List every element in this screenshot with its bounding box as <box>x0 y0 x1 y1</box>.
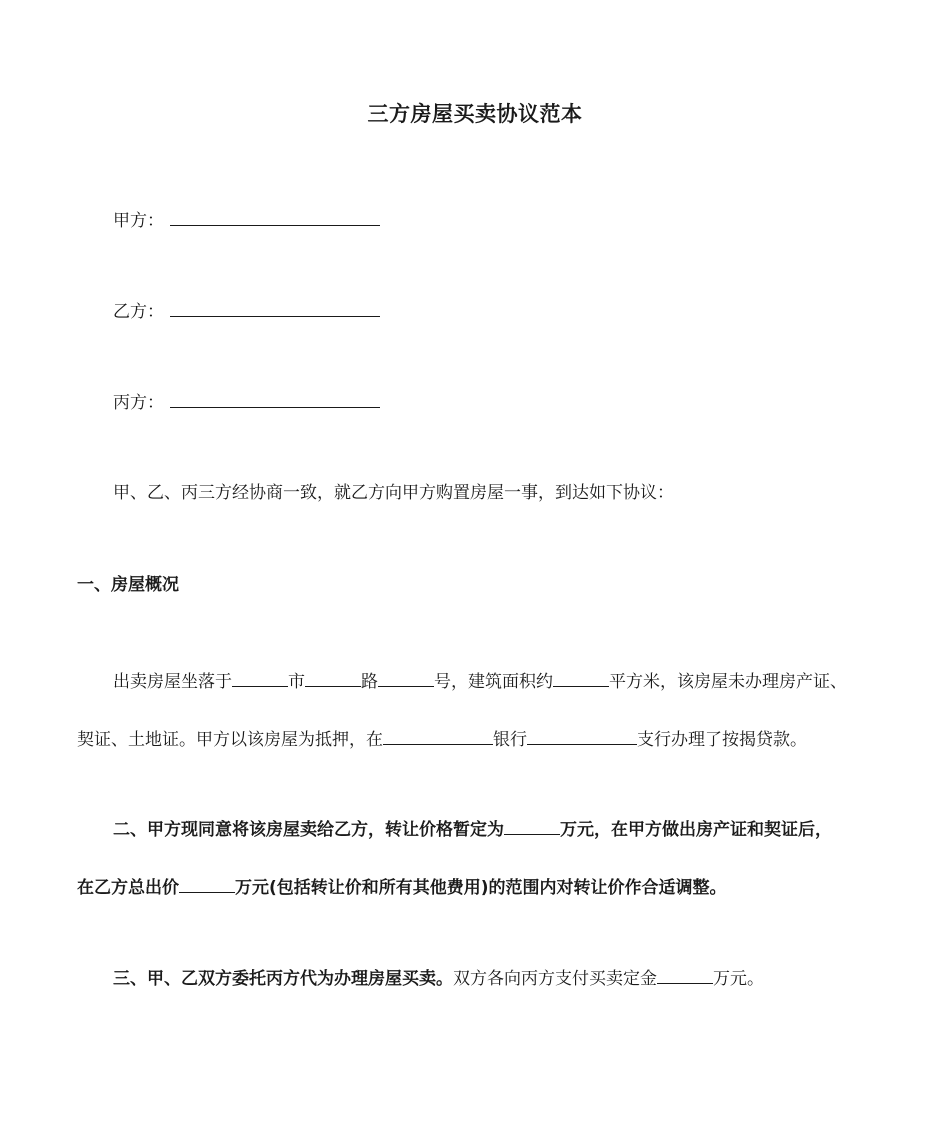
bank-blank <box>383 727 493 745</box>
section1-heading: 一、房屋概况 <box>77 575 179 595</box>
text-segment: 平方米，该房屋未办理房产证、 <box>609 672 847 692</box>
deposit-blank <box>657 966 713 984</box>
text-segment: 在乙方总出价 <box>77 878 179 898</box>
party-a-label: 甲方： <box>113 211 164 231</box>
text-segment: 万元，在甲方做出房产证和契证后， <box>560 820 832 840</box>
text-segment: 出卖房屋坐落于 <box>113 672 232 692</box>
text-segment: 支行办理了按揭贷款。 <box>637 730 807 750</box>
party-c-line <box>113 390 380 415</box>
party-b-line <box>113 299 380 324</box>
total-price-blank <box>179 875 235 893</box>
text-segment: 万元(包括转让价和所有其他费用)的范围内对转让价作合适调整。 <box>235 878 727 898</box>
road-blank <box>305 669 361 687</box>
party-a-blank <box>170 208 380 226</box>
section3-bold-text: 三、甲、乙双方委托丙方代为办理房屋买卖。 <box>113 969 453 989</box>
party-b-blank <box>170 299 380 317</box>
section1-paragraph-line1 <box>113 669 847 694</box>
section2-line1 <box>113 817 832 842</box>
section3-paragraph <box>113 966 764 991</box>
party-a-line <box>113 208 380 233</box>
section1-paragraph-line2 <box>77 727 807 752</box>
city-blank <box>232 669 288 687</box>
text-segment: 双方各向丙方支付买卖定金 <box>453 969 657 989</box>
text-segment: 银行 <box>493 730 527 750</box>
section2-line2 <box>77 875 727 900</box>
document-title: 三方房屋买卖协议范本 <box>367 102 583 126</box>
intro-paragraph: 甲、乙、丙三方经协商一致，就乙方向甲方购置房屋一事，到达如下协议： <box>113 483 674 503</box>
text-segment: 二、甲方现同意将该房屋卖给乙方，转让价格暂定为 <box>113 820 504 840</box>
party-c-blank <box>170 390 380 408</box>
text-segment: 市 <box>288 672 305 692</box>
area-blank <box>553 669 609 687</box>
price-blank <box>504 817 560 835</box>
text-segment: 万元。 <box>713 969 764 989</box>
text-segment: 号，建筑面积约 <box>434 672 553 692</box>
party-b-label: 乙方： <box>113 302 164 322</box>
branch-blank <box>527 727 637 745</box>
text-segment: 契证、土地证。甲方以该房屋为抵押，在 <box>77 730 383 750</box>
text-segment: 路 <box>361 672 378 692</box>
number-blank <box>378 669 434 687</box>
party-c-label: 丙方： <box>113 393 164 413</box>
